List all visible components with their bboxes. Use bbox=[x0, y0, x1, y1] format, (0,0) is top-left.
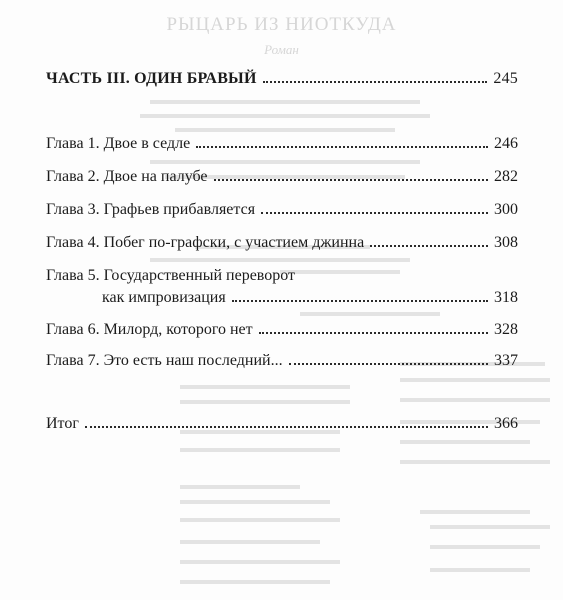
show-through-line bbox=[400, 440, 530, 444]
toc-chapter-entry bbox=[46, 232, 518, 253]
toc-chapter-entry bbox=[46, 287, 518, 308]
show-through-line bbox=[400, 460, 550, 464]
show-through-line bbox=[175, 128, 395, 132]
toc-part-entry bbox=[46, 68, 518, 89]
dot-leader bbox=[85, 426, 488, 428]
toc-page-number: 337 bbox=[494, 352, 518, 369]
toc-page-number: 328 bbox=[494, 321, 518, 338]
show-through-line bbox=[400, 398, 550, 402]
toc-chapter-title-line bbox=[46, 265, 518, 286]
show-through-line bbox=[300, 312, 440, 316]
toc-chapter-entry bbox=[46, 166, 518, 187]
show-through-line bbox=[180, 385, 350, 389]
toc-chapter-entry bbox=[46, 199, 518, 220]
show-through-line bbox=[430, 568, 530, 572]
toc-epilogue-entry bbox=[46, 413, 518, 434]
show-through-line bbox=[180, 485, 300, 489]
dot-leader bbox=[214, 179, 488, 181]
toc-chapter-entry bbox=[46, 319, 518, 340]
show-through-line bbox=[180, 448, 340, 452]
toc-chapter-entry bbox=[46, 350, 518, 371]
toc-part-title: ЧАСТЬ III. ОДИН БРАВЫЙ bbox=[46, 70, 257, 87]
toc-chapter-title: Глава 7. Это есть наш последний... bbox=[46, 352, 283, 369]
dot-leader bbox=[196, 146, 488, 148]
dot-leader bbox=[261, 212, 488, 214]
show-through-line bbox=[150, 160, 420, 164]
show-through-line bbox=[140, 114, 430, 118]
toc-page-number: 308 bbox=[494, 234, 518, 251]
toc-chapter-title: Глава 6. Милорд, которого нет bbox=[46, 321, 253, 338]
toc-page-number: 246 bbox=[494, 135, 518, 152]
show-through-line bbox=[180, 400, 350, 404]
dot-leader bbox=[263, 81, 488, 83]
show-through-line bbox=[430, 545, 540, 549]
toc-page-number: 366 bbox=[494, 415, 518, 432]
show-through-line bbox=[180, 500, 330, 504]
show-through-line bbox=[180, 540, 320, 544]
toc-page-number: 318 bbox=[494, 289, 518, 306]
show-through-line bbox=[150, 100, 420, 104]
dot-leader bbox=[259, 332, 488, 334]
show-through-line bbox=[420, 510, 530, 514]
dot-leader bbox=[232, 300, 488, 302]
toc-epilogue-title: Итог bbox=[46, 415, 79, 432]
toc-chapter-title: Глава 3. Графьев прибавляется bbox=[46, 201, 256, 218]
show-through-line bbox=[180, 560, 340, 564]
toc-chapter-title: Глава 5. Государственный переворот bbox=[46, 267, 296, 284]
show-through-title: РЫЦАРЬ ИЗ НИОТКУДА bbox=[166, 14, 397, 35]
toc-chapter-title: Глава 2. Двое на палубе bbox=[46, 168, 208, 185]
show-through-line bbox=[430, 525, 550, 529]
toc-page-number: 282 bbox=[494, 168, 518, 185]
toc-chapter-title-continuation: как импровизация bbox=[102, 289, 226, 306]
dot-leader bbox=[289, 363, 488, 365]
show-through-line bbox=[180, 580, 330, 584]
show-through-subtitle: Роман bbox=[264, 42, 299, 57]
toc-chapter-title: Глава 4. Побег по-графски, с участием джинна bbox=[46, 234, 365, 251]
toc-chapter-entry bbox=[46, 133, 518, 154]
show-through-line bbox=[400, 378, 550, 382]
toc-chapter-title: Глава 1. Двое в седле bbox=[46, 135, 191, 152]
show-through-line bbox=[150, 258, 410, 262]
toc-page-number: 245 bbox=[493, 70, 518, 87]
show-through-line bbox=[180, 518, 340, 522]
toc-page-number: 300 bbox=[494, 201, 518, 218]
dot-leader bbox=[370, 245, 488, 247]
